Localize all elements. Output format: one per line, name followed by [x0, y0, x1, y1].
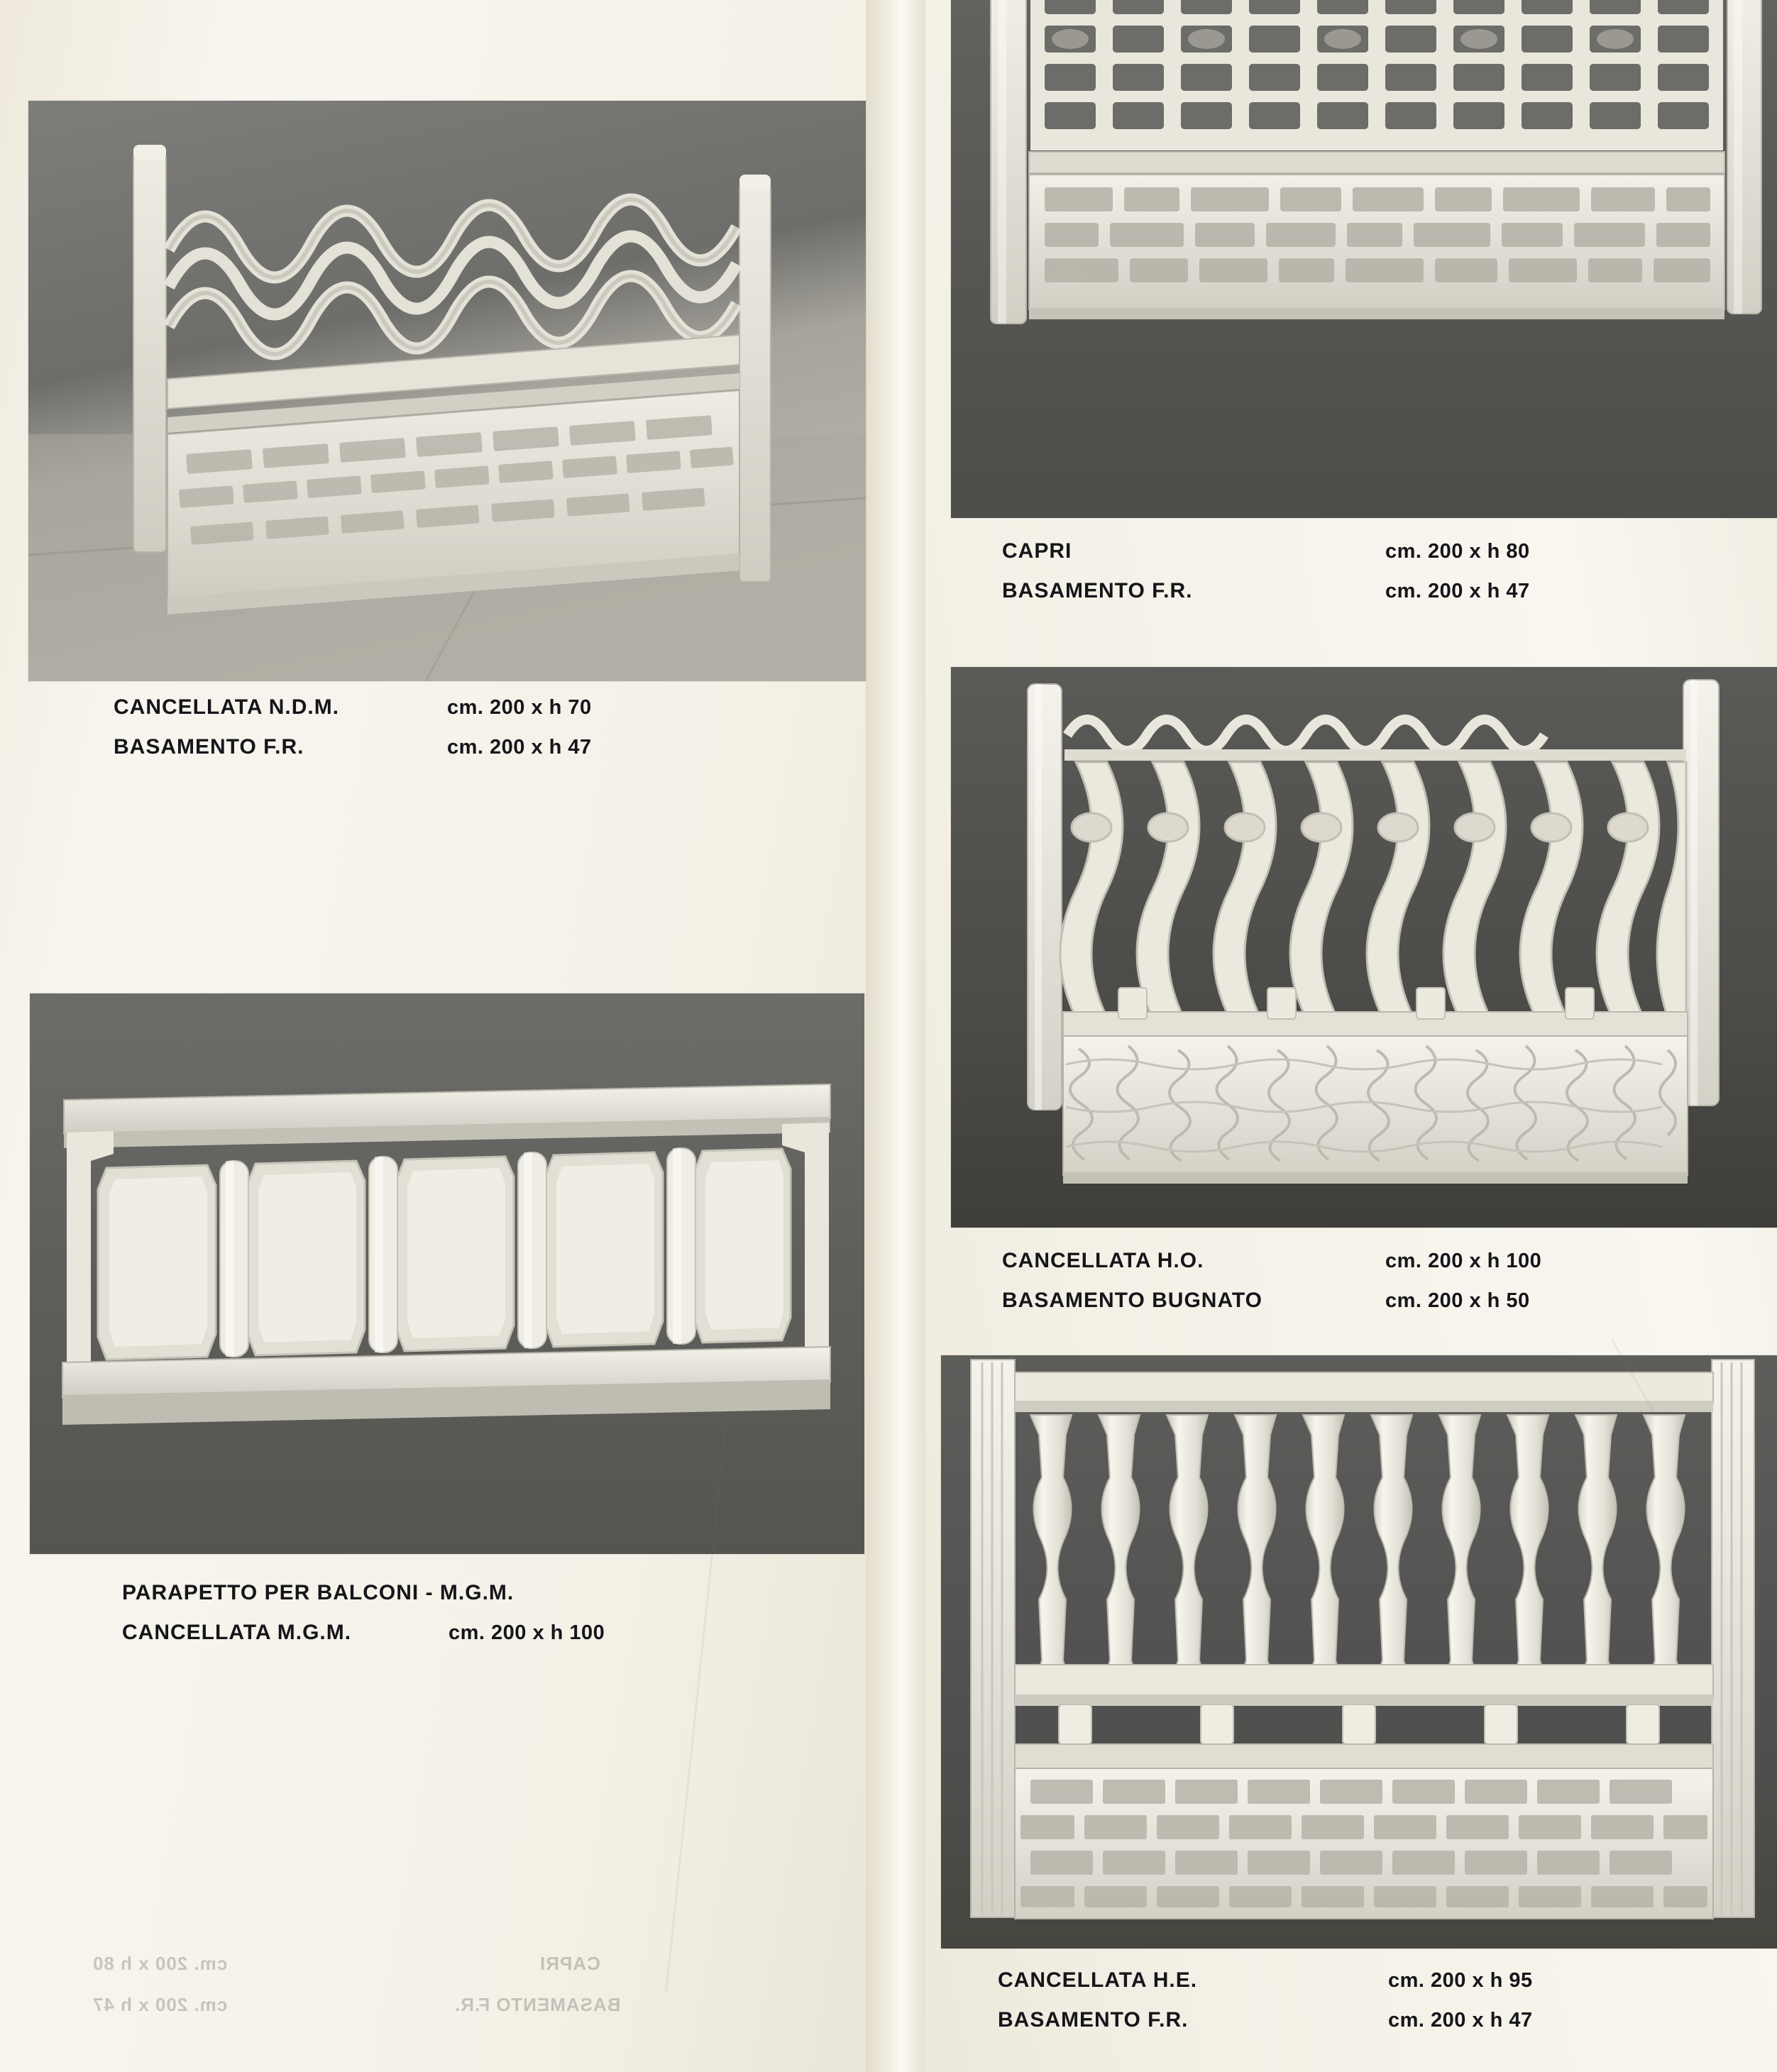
caption-line: [114, 735, 823, 759]
product-name: BASAMENTO F.R.: [114, 735, 304, 759]
product-dimension: cm. 200 x h 100: [449, 1621, 605, 1644]
product-dimension: cm. 200 x h 70: [447, 696, 592, 719]
caption-cancellata-ho: [1002, 1249, 1754, 1313]
bleed-through-text: CAPRI: [539, 1953, 600, 1974]
product-name: CAPRI: [1002, 539, 1072, 563]
bleed-through-text: cm. 200 x h 47: [92, 1994, 228, 2015]
caption-line: [122, 1581, 832, 1605]
right-column: [913, 0, 1777, 2072]
caption-capri: [1002, 539, 1747, 603]
caption-line: [998, 1968, 1750, 1993]
caption-parapetto-mgm: [122, 1581, 832, 1645]
caption-line: [1002, 1289, 1754, 1313]
caption-cancellata-he: [998, 1968, 1750, 2032]
product-dimension: cm. 200 x h 47: [1385, 580, 1530, 602]
caption-line: [122, 1621, 832, 1645]
product-photo-parapetto-mgm: [30, 993, 864, 1554]
caption-line: [1002, 579, 1747, 603]
product-photo-cancellata-ho: [951, 667, 1777, 1228]
product-dimension: cm. 200 x h 100: [1385, 1250, 1542, 1272]
bleed-through-text: cm. 200 x h 80: [92, 1953, 228, 1974]
product-name: CANCELLATA M.G.M.: [122, 1621, 352, 1644]
bleed-through-text: BASAMENTO F.R.: [454, 1994, 621, 2015]
product-photo-cancellata-ndm: [28, 101, 866, 681]
product-name: CANCELLATA H.O.: [1002, 1249, 1204, 1272]
product-dimension: cm. 200 x h 80: [1385, 540, 1530, 563]
product-name: PARAPETTO PER BALCONI - M.G.M.: [122, 1581, 515, 1604]
product-dimension: cm. 200 x h 50: [1385, 1289, 1530, 1312]
product-name: BASAMENTO BUGNATO: [1002, 1289, 1263, 1312]
caption-line: [1002, 539, 1747, 563]
product-entry-cancellata-ndm: [0, 0, 880, 802]
product-photo-cancellata-he: [941, 1355, 1777, 1949]
product-dimension: cm. 200 x h 95: [1388, 1969, 1533, 1992]
left-column: [0, 0, 880, 2072]
product-entry-capri: [913, 0, 1777, 653]
product-dimension: cm. 200 x h 47: [447, 736, 592, 759]
caption-line: [1002, 1249, 1754, 1273]
product-name: CANCELLATA N.D.M.: [114, 695, 340, 719]
caption-line: [998, 2008, 1750, 2032]
caption-cancellata-ndm: [114, 695, 823, 759]
product-name: BASAMENTO F.R.: [998, 2008, 1189, 2032]
caption-line: [114, 695, 823, 720]
product-photo-capri: [951, 0, 1777, 518]
product-name: BASAMENTO F.R.: [1002, 579, 1193, 602]
product-dimension: cm. 200 x h 47: [1388, 2009, 1533, 2032]
product-name: CANCELLATA H.E.: [998, 1968, 1198, 1992]
product-entry-parapetto-mgm: [0, 944, 880, 1710]
product-entry-cancellata-he: [913, 1348, 1777, 2072]
product-entry-cancellata-ho: [913, 667, 1777, 1334]
